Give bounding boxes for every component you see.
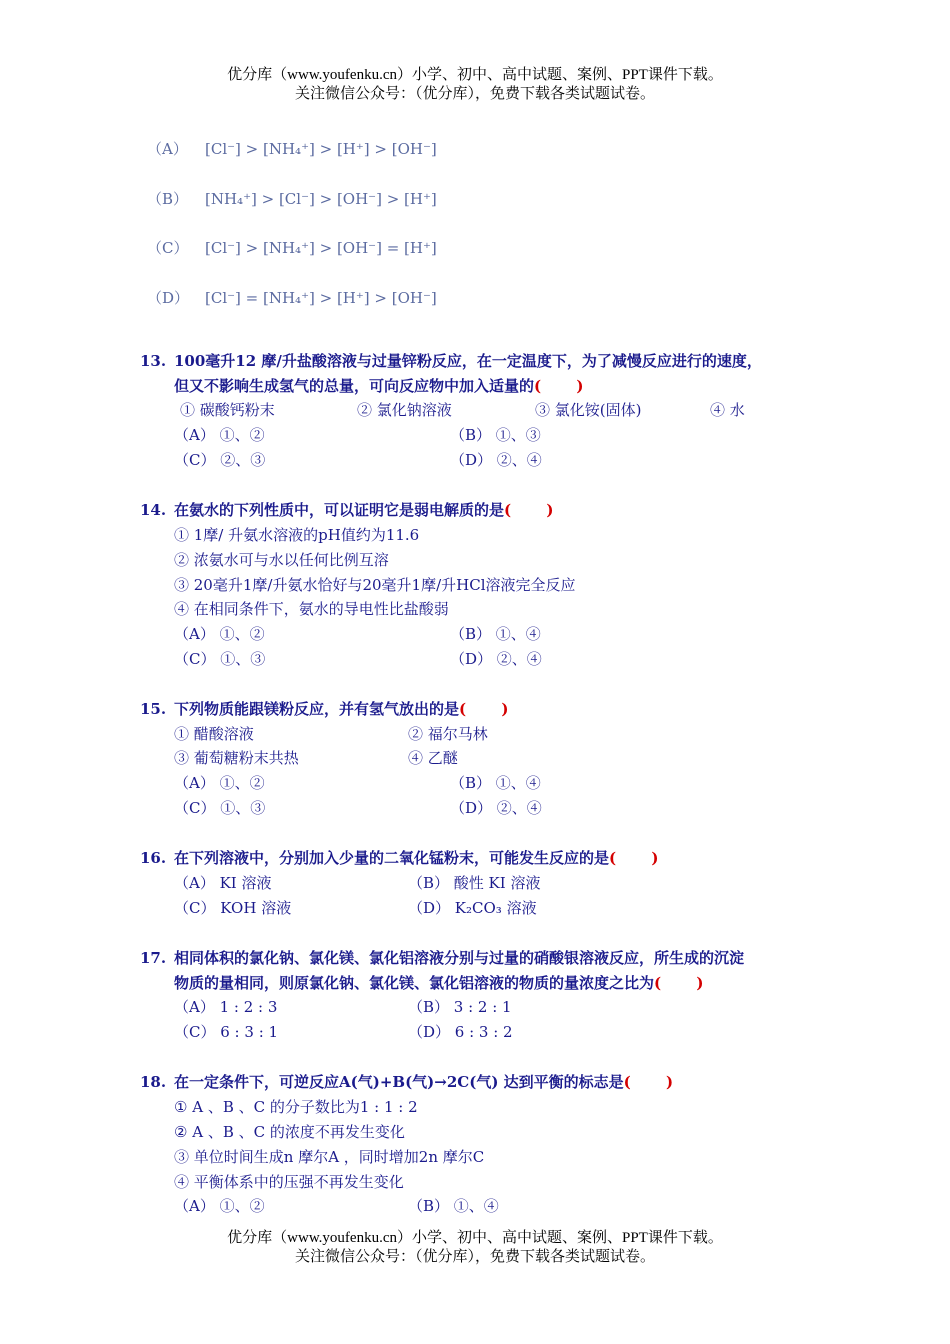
question-17: 17. 相同体积的氯化钠、氯化镁、氯化铝溶液分别与过量的硝酸银溶液反应，所生成的沉淀 物质的量相同，则原氯化钠、氯化镁、氯化铝溶液的物质的量浓度之比为( ) xyxy=(140,949,745,992)
q15-item-3: ③ 葡萄糖粉末共热 xyxy=(174,749,299,767)
footer-line-1: 优分库（www.youfenku.cn）小学、初中、高中试题、案例、PPT课件下载。 xyxy=(227,1230,723,1246)
q13-choice-c: （C） ②、③ xyxy=(174,451,266,469)
q13-choice-a: （A） ①、② xyxy=(174,426,265,444)
q18-choice-a: （A） ①、② xyxy=(174,1197,265,1215)
q17-choice-b: （B） 3 : 2 : 1 xyxy=(408,998,512,1016)
q17-choice-d: （D） 6 : 3 : 2 xyxy=(408,1023,513,1041)
question-13: 13. 100毫升12 摩/升盐酸溶液与过量锌粉反应，在一定温度下，为了减慢反应进行的速度， 但又不影响生成氢气的总量，可向反应物中加入适量的( ) xyxy=(140,352,762,395)
header-line-1: 优分库（www.youfenku.cn）小学、初中、高中试题、案例、PPT课件下载。 xyxy=(227,67,723,83)
q18-item-3: ③ 单位时间生成n 摩尔A ，同时增加2n 摩尔C xyxy=(174,1148,485,1166)
q14-choice-b: （B） ①、④ xyxy=(450,625,541,643)
q17-choice-c: （C） 6 : 3 : 1 xyxy=(174,1023,279,1041)
q13-choice-b: （B） ①、③ xyxy=(450,426,541,444)
q16-choice-b: （B） 酸性 KI 溶液 xyxy=(408,874,541,892)
header-line-2: 关注微信公众号：（优分库），免费下载各类试题试卷。 xyxy=(294,86,655,102)
q14-item-1: ① 1摩/ 升氨水溶液的pH值约为11.6 xyxy=(174,526,420,544)
question-16: 16. 在下列溶液中，分别加入少量的二氧化锰粉末，可能发生反应的是( ) xyxy=(140,849,659,867)
q12-option-d: （D） [Cl⁻] = [NH₄⁺] > [H⁺] > [OH⁻] xyxy=(147,289,437,307)
question-18: 18. 在一定条件下，可逆反应A(气)+B(气)→2C(气) 达到平衡的标志是( ) xyxy=(140,1073,674,1091)
q14-choice-c: （C） ①、③ xyxy=(174,650,266,668)
q15-choice-b: （B） ①、④ xyxy=(450,774,541,792)
footer-line-2: 关注微信公众号：（优分库），免费下载各类试题试卷。 xyxy=(294,1249,655,1265)
q14-item-4: ④ 在相同条件下，氨水的导电性比盐酸弱 xyxy=(174,600,449,618)
question-15: 15. 下列物质能跟镁粉反应，并有氢气放出的是( ) xyxy=(140,700,509,718)
q18-item-1: ① A 、B 、C 的分子数比为1 : 1 : 2 xyxy=(174,1098,418,1116)
q18-item-4: ④ 平衡体系中的压强不再发生变化 xyxy=(174,1173,404,1191)
q14-item-3: ③ 20毫升1摩/升氨水恰好与20毫升1摩/升HCl溶液完全反应 xyxy=(174,576,576,594)
q15-item-2: ② 福尔马林 xyxy=(408,725,488,743)
q17-choice-a: （A） 1 : 2 : 3 xyxy=(174,998,278,1016)
q14-item-2: ② 浓氨水可与水以任何比例互溶 xyxy=(174,551,389,569)
q16-choice-d: （D） K₂CO₃ 溶液 xyxy=(408,899,537,917)
q12-option-b: （B） [NH₄⁺] > [Cl⁻] > [OH⁻] > [H⁺] xyxy=(147,190,437,208)
q15-choice-d: （D） ②、④ xyxy=(450,799,542,817)
q16-choice-c: （C） KOH 溶液 xyxy=(174,899,292,917)
q15-item-4: ④ 乙醚 xyxy=(408,749,458,767)
q12-option-c: （C） [Cl⁻] > [NH₄⁺] > [OH⁻] = [H⁺] xyxy=(147,239,437,257)
q15-choice-a: （A） ①、② xyxy=(174,774,265,792)
q18-item-2: ② A 、B 、C 的浓度不再发生变化 xyxy=(174,1123,405,1141)
q18-choice-b: （B） ①、④ xyxy=(408,1197,499,1215)
question-14: 14. 在氨水的下列性质中，可以证明它是弱电解质的是( ) xyxy=(140,501,554,519)
q14-choice-d: （D） ②、④ xyxy=(450,650,542,668)
q13-choice-d: （D） ②、④ xyxy=(450,451,542,469)
q15-choice-c: （C） ①、③ xyxy=(174,799,266,817)
q16-choice-a: （A） KI 溶液 xyxy=(174,874,272,892)
q13-item-4: ④ 水 xyxy=(710,401,745,419)
q13-item-3: ③ 氯化铵(固体) xyxy=(535,401,642,419)
q13-item-2: ② 氯化钠溶液 xyxy=(357,401,452,419)
q14-choice-a: （A） ①、② xyxy=(174,625,265,643)
q12-option-a: （A） [Cl⁻] > [NH₄⁺] > [H⁺] > [OH⁻] xyxy=(147,140,437,158)
q13-item-1: ① 碳酸钙粉末 xyxy=(180,401,275,419)
q15-item-1: ① 醋酸溶液 xyxy=(174,725,254,743)
